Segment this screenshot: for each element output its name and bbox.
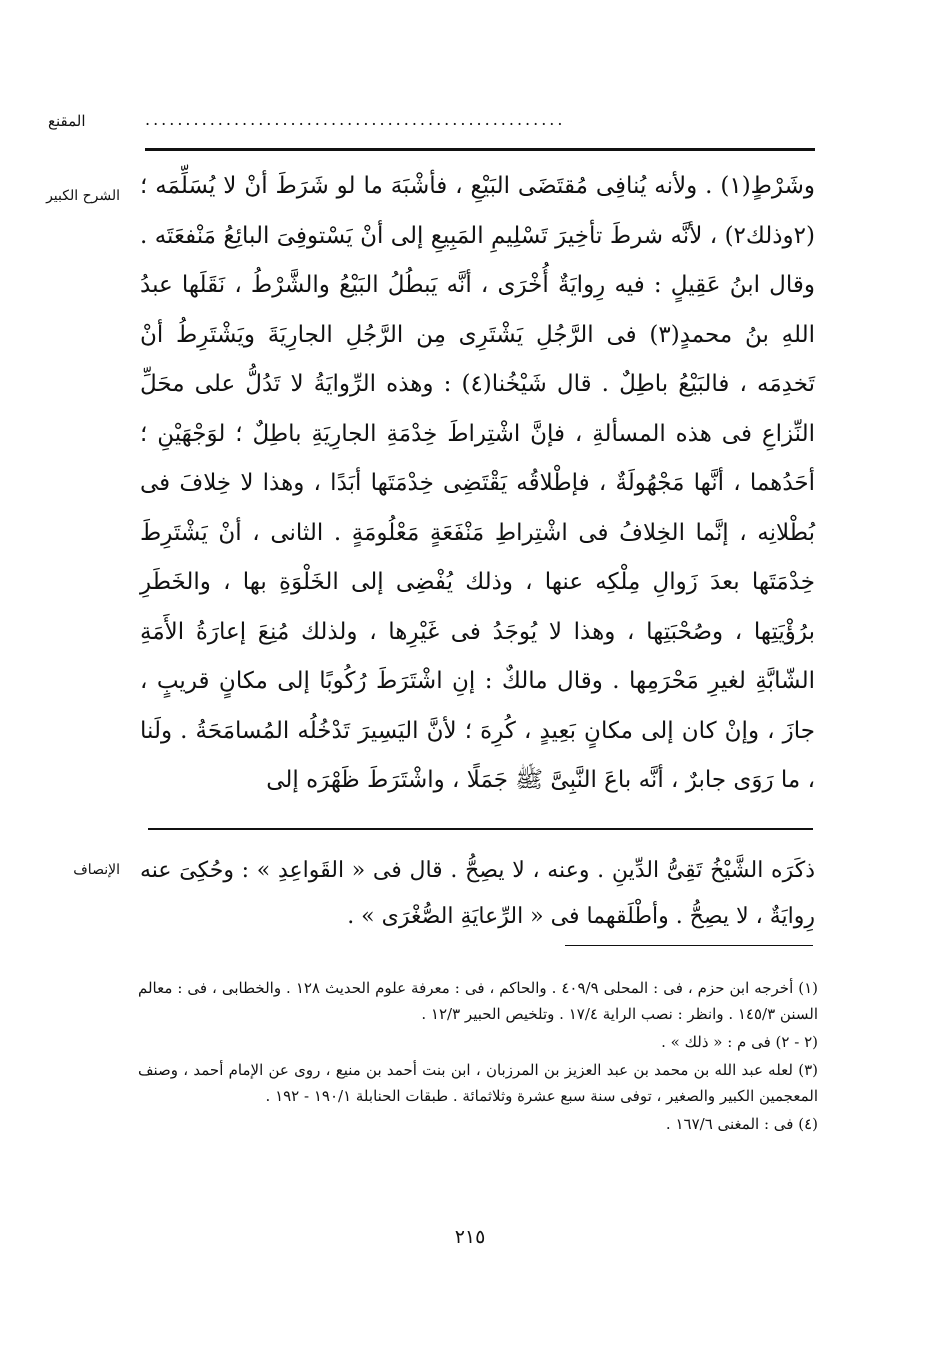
sharh-paragraph: وشَرْطٍ(١) . ولأنه يُنافِى مُقتَضَى البَيْعِ ، فأشْبَهَ ما لو شَرَطَ أنْ لا يُسَلِّمَه ؛ (٢وذلك٢) ، لأنَّه شرطَ تأخِيرَ تَسْلِيمِ المَبِيعِ إلى أنْ يَسْتوفِىَ البائِعُ مَنْفعَتَه . وقال ابنُ عَقِيلٍ : فيه رِوايَةٌ أُخْرَى ، أنَّه يَبطُلُ البَيْعُ والشَّرْطُ ، نَقَلَها عبدُ اللهِ بنُ محمدٍ(٣) فى الرَّجُلِ يَشْتَرِى مِن الرَّجُلِ الجارِيَةَ ويَشْتَرِطُ أنْ تَخدِمَه ، فالبَيْعُ باطِلٌ . قال شَيْخُنا(٤) : وهذه الرِّوايَةُ لا تَدُلُّ على محَلِّ النِّزاعِ فى هذه المسألةِ ، فإنَّ اشْتِراطَ خِدْمَةِ الجارِيَةِ باطِلٌ ؛ لوَجْهَيْنِ ؛ أحَدُهما ، أنَّها مَجْهُولَةٌ ، فإطْلاقُه يَقْتَضِى خِدْمَتَها أبَدًا ، وهذا لا خِلافَ فى بُطْلانِه ، إنَّما الخِلافُ فى اشْتِراطِ مَنْفَعَةٍ مَعْلُومَةٍ . الثانى ، أنْ يَشْتَرِطَ خِدْمَتَها بعدَ زَوالِ مِلْكِه عنها ، وذلك يُفْضِى إلى الخَلْوَةِ بها ، والخَطَرِ برُؤْيَتِها ، وصُحْبَتِها ، وهذا لا يُوجَدُ فى غَيْرِها ، ولذلك مُنِعَ إعارَةُ الأَمَةِ الشّابَّةِ لغيرِ مَحْرَمِها . وقال مالكٌ : إنِ اشْتَرَطَ رُكُوبًا إلى مكانٍ قريبٍ ، جازَ ، وإنْ كان إلى مكانٍ بَعِيدٍ ، كُرِهَ ؛ لأنَّ اليَسِيرَ تَدْخُلُه المُسامَحَةُ . ولَنا ، ما رَوَى جابرٌ ، أنَّه باعَ النَّبِىَّ ﷺ جَمَلًا ، واشْتَرَطَ ظَهْرَه إلى	[140, 173, 816, 793]
sidebar-label-insaf: الإنصاف	[73, 862, 120, 878]
sharh-main-text	[140, 162, 815, 806]
sidebar-label-sharh: الشرح الكبير	[46, 188, 120, 204]
footnote-3: (٣) لعله عبد الله بن محمد بن عبد العزيز بن المرزبان ، ابن بنت أحمد بن منيع ، روى عن الإمام أحمد ، وصنف المعجمين الكبير والصغير ، توفى سنة سبع عشرة وثلاثمائة . طبقات الحنابلة ١٩٠/١ - ١٩٢ .	[138, 1061, 818, 1105]
header-dotted-leader: ....................................................	[145, 110, 566, 129]
footnotes-block	[138, 975, 818, 1139]
footnote-2: (٢ - ٢) فى م : « ذلك » .	[661, 1033, 818, 1051]
page-number: ٢١٥	[454, 1226, 486, 1248]
footnote-divider	[565, 945, 813, 946]
footnote-1: (١) أخرجه ابن حزم ، فى : المحلى ٤٠٩/٩ . والحاكم ، فى : معرفة علوم الحديث ١٢٨ . والخطابى ، فى : معالم السنن ١٤٥/٣ . وانظر : نصب الراية ١٧/٤ . وتلخيص الحبير ١٢/٣ .	[138, 979, 818, 1023]
header-rule	[145, 148, 815, 151]
insaf-text	[140, 848, 815, 940]
footnote-4: (٤) فى : المغنى ١٦٧/٦ .	[665, 1115, 818, 1133]
insaf-paragraph: ذكَرَه الشَّيْخُ تَقِىُّ الدِّينِ . وعنه ، لا يصِحُّ . قال فى « القَواعِدِ » : وحُكِىَ عنه رِوايَةٌ ، لا يصِحُّ . وأطْلَقهما فى « الرِّعايَةِ الصُّغْرَى » .	[140, 858, 815, 929]
section-divider	[148, 828, 813, 830]
running-header-title: المقنع	[48, 112, 86, 130]
